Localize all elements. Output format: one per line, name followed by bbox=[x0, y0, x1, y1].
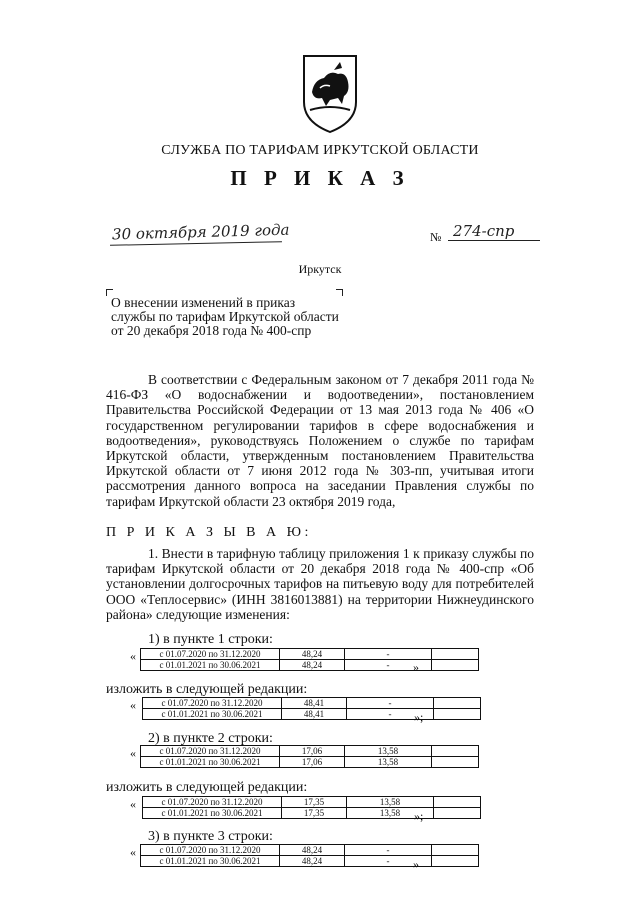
table-cell-value: 13,58 bbox=[347, 797, 434, 808]
table-cell-value: 48,24 bbox=[280, 856, 345, 867]
table-row bbox=[143, 698, 481, 709]
table-cell-empty bbox=[432, 746, 479, 757]
table-row bbox=[141, 757, 479, 768]
table-cell-value: - bbox=[345, 856, 432, 867]
handwritten-number: 274-спр bbox=[453, 222, 515, 240]
table-cell-value: 48,41 bbox=[282, 709, 347, 720]
table-cell-value: - bbox=[345, 845, 432, 856]
table-cell-empty bbox=[434, 698, 481, 709]
table-cell-value: 17,06 bbox=[280, 746, 345, 757]
quote-open: « bbox=[130, 698, 136, 712]
table-cell-value: - bbox=[345, 660, 432, 671]
number-underline bbox=[448, 240, 540, 241]
table-cell-value: 48,24 bbox=[280, 845, 345, 856]
label-row2: 2) в пункте 2 строки: bbox=[148, 731, 273, 746]
quote-close: » bbox=[413, 857, 419, 871]
quote-close-semicolon: »; bbox=[414, 710, 424, 724]
table-cell-empty bbox=[434, 797, 481, 808]
table-cell-value: 48,24 bbox=[280, 660, 345, 671]
quote-close: » bbox=[413, 660, 419, 674]
table-cell-value: 48,24 bbox=[280, 649, 345, 660]
table-cell-empty bbox=[432, 757, 479, 768]
table-cell-value: 48,41 bbox=[282, 698, 347, 709]
table-cell-empty bbox=[432, 856, 479, 867]
table-row bbox=[141, 660, 479, 671]
table-cell-period: с 01.01.2021 по 30.06.2021 bbox=[143, 808, 282, 819]
table-row bbox=[141, 845, 479, 856]
table-cell-period: с 01.01.2021 по 30.06.2021 bbox=[141, 660, 280, 671]
tariff-table-2-old bbox=[140, 745, 479, 768]
table-cell-empty bbox=[432, 660, 479, 671]
table-cell-value: - bbox=[345, 649, 432, 660]
table-cell-value: 17,06 bbox=[280, 757, 345, 768]
table-cell-period: с 01.07.2020 по 31.12.2020 bbox=[143, 698, 282, 709]
label-row1: 1) в пункте 1 строки: bbox=[148, 632, 273, 647]
table-cell-empty bbox=[432, 845, 479, 856]
table-cell-period: с 01.07.2020 по 31.12.2020 bbox=[143, 797, 282, 808]
agency-name: СЛУЖБА ПО ТАРИФАМ ИРКУТСКОЙ ОБЛАСТИ bbox=[161, 143, 479, 158]
quote-open: « bbox=[130, 797, 136, 811]
table-row bbox=[143, 808, 481, 819]
table-cell-period: с 01.01.2021 по 30.06.2021 bbox=[143, 709, 282, 720]
clause-1: 1. Внести в тарифную таблицу приложения 1 к приказу службы по тарифам Иркутской области от 20 декабря 2018 года № 400-спр «Об установлении долгосрочных тарифов на питьевую воду для потребителей ООО «Теплосервис» (ИНН 3816013881) на территории Нижнеудинского района» следующие изменения: bbox=[106, 546, 534, 622]
table-cell-value: - bbox=[347, 709, 434, 720]
table-cell-value: 17,35 bbox=[282, 797, 347, 808]
tariff-table-1-new bbox=[142, 697, 481, 720]
quote-open: « bbox=[130, 746, 136, 760]
table-row bbox=[141, 649, 479, 660]
table-cell-empty bbox=[434, 709, 481, 720]
table-cell-value: 13,58 bbox=[345, 746, 432, 757]
table-row bbox=[143, 709, 481, 720]
tariff-table-2-new bbox=[142, 796, 481, 819]
subject-text: О внесении изменений в приказ службы по тарифам Иркутской области от 20 декабря 2018 года № 400-спр bbox=[111, 295, 339, 338]
coat-of-arms-icon bbox=[300, 52, 360, 134]
quote-open: « bbox=[130, 845, 136, 859]
tariff-table-1-old bbox=[140, 648, 479, 671]
order-word: П Р И К А З Ы В А Ю: bbox=[106, 525, 312, 540]
label-row3: 3) в пункте 3 строки: bbox=[148, 829, 273, 844]
quote-open: « bbox=[130, 649, 136, 663]
table-cell-empty bbox=[432, 649, 479, 660]
label-replace-2: изложить в следующей редакции: bbox=[106, 780, 308, 795]
handwritten-date: 30 октября 2019 года bbox=[111, 220, 290, 244]
table-cell-period: с 01.01.2021 по 30.06.2021 bbox=[141, 757, 280, 768]
table-cell-period: с 01.07.2020 по 31.12.2020 bbox=[141, 845, 280, 856]
preamble-paragraph: В соответствии с Федеральным законом от 7 декабря 2011 года № 416-ФЗ «О водоснабжении и водоотведении», постановлением Правительства Российской Федерации от 13 мая 2013 года № 406 «О государственном регулировании тарифов в сфере водоснабжения и водоотведения», руководствуясь Положением о службе по тарифам Иркутской области, утвержденным постановлением Правительства Иркутской области от 7 июня 2012 года № 303-пп, учитывая итоги рассмотрения данного вопроса на заседании Правления службы по тарифам Иркутской области 23 октября 2019 года, bbox=[106, 372, 534, 509]
subject-bracket-right bbox=[336, 289, 343, 296]
table-cell-value: - bbox=[347, 698, 434, 709]
city: Иркутск bbox=[298, 262, 342, 276]
tariff-table-3-old bbox=[140, 844, 479, 867]
table-row bbox=[141, 746, 479, 757]
table-cell-value: 13,58 bbox=[345, 757, 432, 768]
table-row bbox=[143, 797, 481, 808]
table-cell-value: 13,58 bbox=[347, 808, 434, 819]
table-row bbox=[141, 856, 479, 867]
table-cell-period: с 01.07.2020 по 31.12.2020 bbox=[141, 649, 280, 660]
document-type: П Р И К А З bbox=[230, 166, 410, 190]
label-replace-1: изложить в следующей редакции: bbox=[106, 682, 308, 697]
table-cell-period: с 01.01.2021 по 30.06.2021 bbox=[141, 856, 280, 867]
quote-close-semicolon: »; bbox=[414, 809, 424, 823]
table-cell-empty bbox=[434, 808, 481, 819]
number-label: № bbox=[430, 230, 442, 244]
table-cell-period: с 01.07.2020 по 31.12.2020 bbox=[141, 746, 280, 757]
table-cell-value: 17,35 bbox=[282, 808, 347, 819]
